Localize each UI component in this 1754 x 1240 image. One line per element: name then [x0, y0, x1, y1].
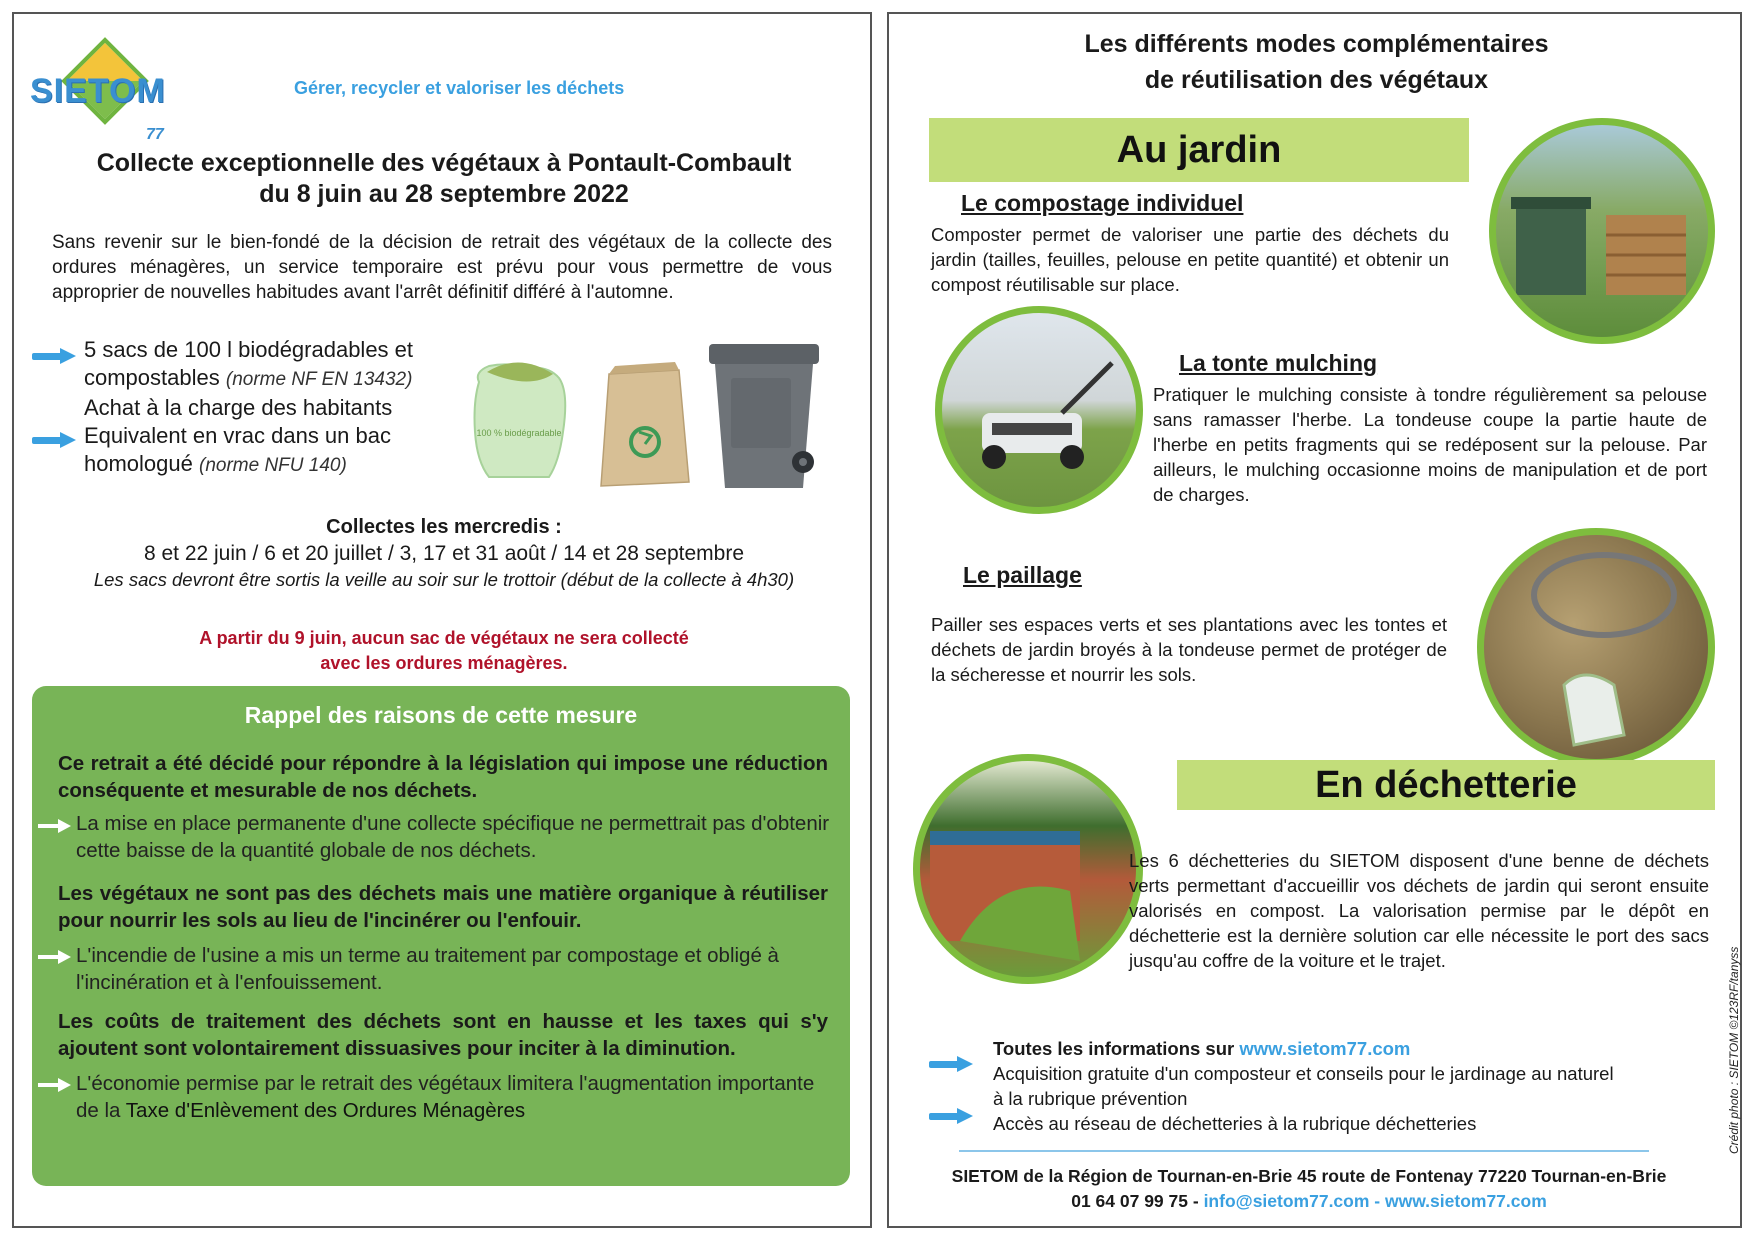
paillage-photo: [1477, 528, 1715, 766]
sietom-logo: [28, 42, 178, 142]
paillage-text: Pailler ses espaces verts et ses plantations avec les tontes et déchets de jardin broyés à la tondeuse permet de protéger de la sécheresse et nourrir les sols.: [931, 614, 1447, 685]
arrow-icon: [929, 1056, 975, 1072]
container-icon: [920, 761, 1136, 977]
info-prefix: Toutes les informations sur: [993, 1038, 1235, 1059]
reasons-box: [32, 686, 850, 1186]
mulching-photo: [935, 306, 1143, 514]
info-item-1-line-1: Acquisition gratuite d'un composteur et conseils pour le jardinage au naturel: [993, 1063, 1614, 1084]
arrow-icon: [32, 348, 78, 364]
right-title: [909, 26, 1724, 98]
composter-icon: [1496, 125, 1708, 337]
collect-title: Collectes les mercredis :: [326, 516, 562, 538]
wheelie-bin-icon: [709, 344, 819, 488]
info-item-2: Accès au réseau de déchetteries à la rubrique déchetteries: [993, 1113, 1477, 1134]
decheterie-photo: [913, 754, 1143, 984]
reason-3-detail: [76, 1070, 836, 1124]
reasons-title: Rappel des raisons de cette mesure: [244, 702, 638, 728]
plastic-bag-icon: [475, 362, 566, 477]
left-panel: [12, 12, 872, 1228]
info-url-link[interactable]: www.sietom77.com: [1239, 1038, 1411, 1059]
collect-note: Les sacs devront être sortis la veille au soir sur le trottoir (début de la collecte à 4h30): [93, 569, 795, 590]
warning-text: [34, 626, 854, 676]
collect-dates: 8 et 22 juin / 6 et 20 juillet / 3, 17 et 31 août / 14 et 28 septembre: [143, 542, 745, 565]
compost-text: Composter permet de valoriser une partie des déchets du jardin (tailles, feuilles, pelouse en petite quantité) et obtenir un compost réutilisable sur place.: [931, 224, 1449, 295]
footer-phone: 01 64 07 99 75 -: [1071, 1191, 1199, 1211]
reason-3-bold: Les coûts de traitement des déchets sont en hausse et les taxes qui s'y ajoutent sont volontairement dissuasives pour inciter à la diminution.: [58, 1010, 828, 1060]
reason-1-detail: La mise en place permanente d'une collecte spécifique ne permettrait pas d'obtenir cette baisse de la quantité globale de nos déchets.: [76, 812, 830, 862]
title-line-1: Collecte exceptionnelle des végétaux à Pontault-Combault: [96, 149, 792, 177]
bag-info: [84, 336, 464, 480]
info-section: [993, 1036, 1723, 1136]
paillage-title: Le paillage: [963, 562, 1082, 588]
lawnmower-icon: [942, 313, 1136, 507]
mulch-title: La tonte mulching: [1179, 350, 1378, 376]
white-arrow-icon: [38, 1078, 72, 1092]
page-title: [34, 148, 854, 210]
footer-address: SIETOM de la Région de Tournan-en-Brie 45 route de Fontenay 77220 Tournan-en-Brie: [951, 1166, 1667, 1186]
white-arrow-icon: [38, 950, 72, 964]
logo-text: SIETOM: [30, 72, 166, 110]
info-item-1-line-2: à la rubrique prévention: [993, 1088, 1188, 1109]
compost-title: Le compostage individuel: [961, 190, 1244, 216]
bag-line-2: compostables: [84, 365, 220, 390]
bin-line-2: homologué: [84, 451, 193, 476]
warning-line-2: avec les ordures ménagères.: [320, 653, 568, 673]
right-title-line-1: Les différents modes complémentaires: [1084, 30, 1549, 58]
reason-3-detail-text: L'économie permise par le retrait des végétaux limitera l'augmentation importante de la: [76, 1072, 815, 1122]
banner-en-decheterie: En déchetterie: [1177, 760, 1715, 810]
collection-schedule: [34, 514, 854, 592]
reason-2-bold: Les végétaux ne sont pas des déchets mais une matière organique à réutiliser pour nourrir les sols au lieu de l'incinérer ou l'enfouir.: [58, 882, 828, 932]
banner-au-jardin: Au jardin: [929, 118, 1469, 182]
mulch-hand-icon: [1484, 535, 1708, 759]
right-title-line-2: de réutilisation des végétaux: [1144, 66, 1489, 94]
warning-line-1: A partir du 9 juin, aucun sac de végétaux ne sera collecté: [199, 628, 689, 648]
bag-print-text: 100 % biodégradable: [476, 428, 562, 438]
tagline: Gérer, recycler et valoriser les déchets: [294, 78, 625, 98]
bags-and-bin-illustration: [469, 332, 849, 500]
bag-norm: (norme NF EN 13432): [225, 369, 413, 390]
bin-line-1: Equivalent en vrac dans un bac: [84, 423, 391, 448]
photo-credit: Crédit photo : SIETOM ©123RF/tanyss: [1727, 946, 1741, 1154]
reason-2-detail: L'incendie de l'usine a mis un terme au traitement par compostage et obligé à l'incinération et à l'enfouissement.: [76, 944, 779, 994]
bag-line-3: Achat à la charge des habitants: [84, 395, 393, 420]
logo-number: 77: [146, 126, 164, 143]
right-panel: [887, 12, 1742, 1228]
footer-email-link[interactable]: info@sietom77.com: [1203, 1191, 1370, 1211]
arrow-icon: [929, 1108, 975, 1124]
footer-web-link[interactable]: www.sietom77.com: [1385, 1191, 1547, 1211]
white-arrow-icon: [38, 819, 72, 833]
compost-photo: [1489, 118, 1715, 344]
bin-norm: (norme NFU 140): [199, 455, 347, 476]
title-line-2: du 8 juin au 28 septembre 2022: [259, 180, 629, 208]
footer-separator: -: [1374, 1191, 1381, 1211]
footer-divider: [959, 1150, 1649, 1152]
reason-3-detail-tail: Taxe d'Enlèvement des Ordures Ménagères: [125, 1099, 526, 1122]
reason-1-bold: Ce retrait a été décidé pour répondre à la législation qui impose une réduction conséquente et mesurable de nos déchets.: [58, 752, 828, 802]
mulch-text: Pratiquer le mulching consiste à tondre régulièrement sa pelouse sans ramasser l'herbe. La tondeuse coupe la partie haute de l'herbe en petits fragments qui se redéposent sur la pelouse. Par ailleurs, le mulching occasionne moins de manipulation et de port de charges.: [1153, 384, 1707, 505]
decheterie-text: Les 6 déchetteries du SIETOM disposent d'une benne de déchets verts permettant d'accueillir vos déchets de jardin qui seront ensuite valorisés en compost. La valorisation permise par le dépôt en déchetterie est la dernière solution car elle nécessite le port des sacs jusqu'au coffre de la voiture et le trajet.: [1129, 850, 1709, 971]
arrow-icon: [32, 432, 78, 448]
bag-line-1: 5 sacs de 100 l biodégradables et: [84, 337, 414, 362]
intro-text: Sans revenir sur le bien-fondé de la décision de retrait des végétaux de la collecte des ordures ménagères, un service temporaire est prévu pour vous permettre de vous approprier de nouvelles habitudes avant l'arrêt définitif différé à l'automne.: [52, 232, 832, 303]
paper-bag-icon: [601, 362, 689, 486]
footer: [909, 1164, 1709, 1214]
